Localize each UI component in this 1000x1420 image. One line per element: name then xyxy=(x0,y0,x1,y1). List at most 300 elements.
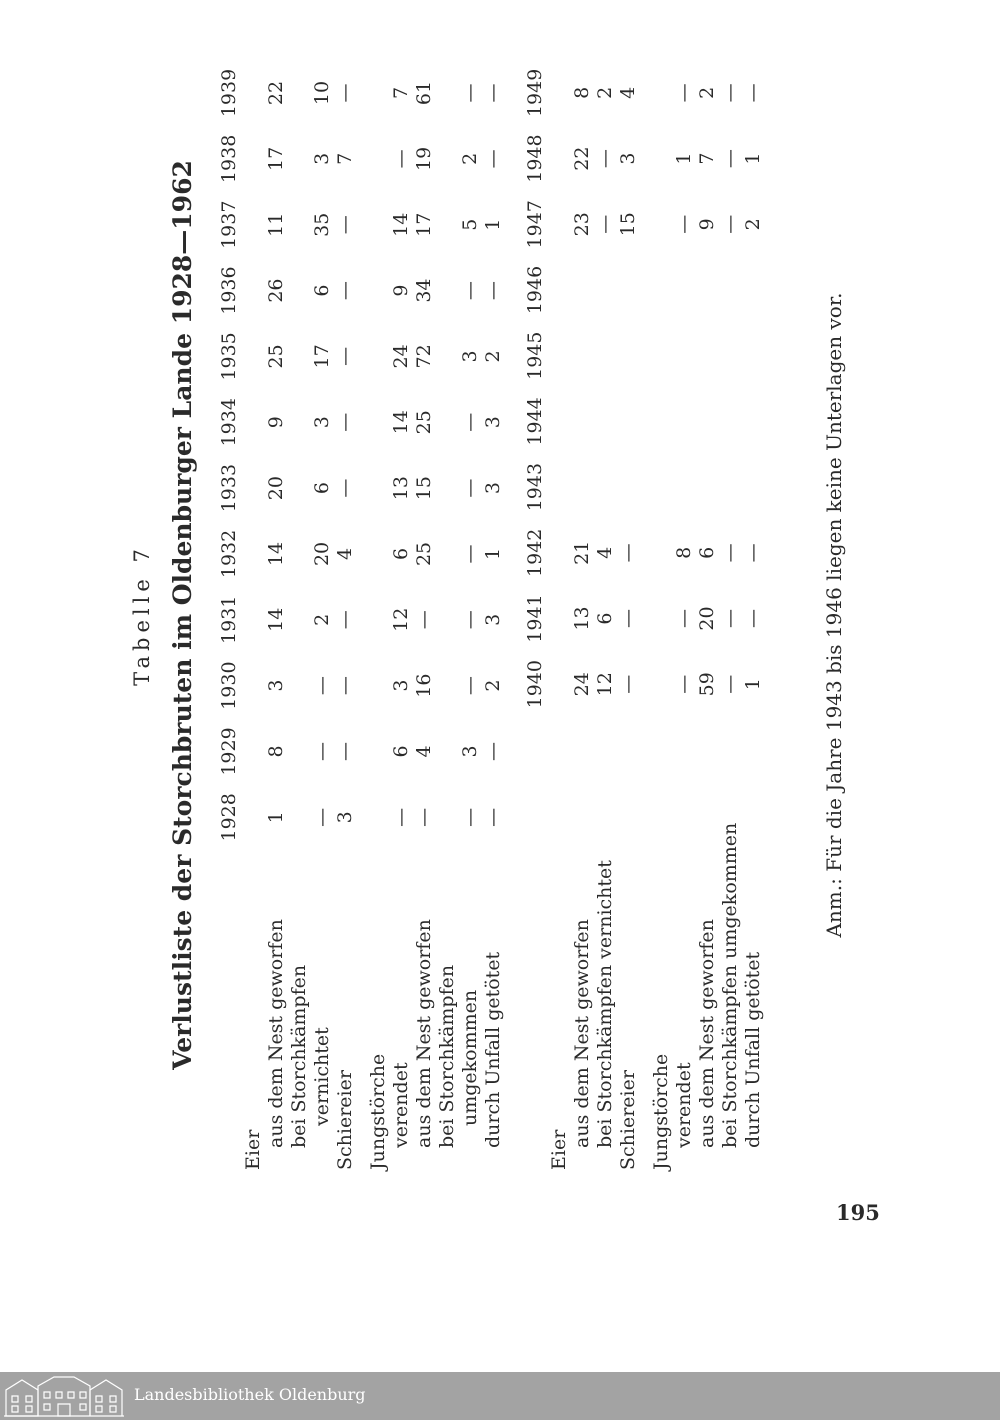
table-cell xyxy=(594,454,617,520)
table-cell xyxy=(242,389,265,455)
table-cell: — xyxy=(459,83,481,103)
table-cell: 25 xyxy=(265,344,287,369)
row-label: Jungstörche xyxy=(650,1053,672,1170)
table-cell xyxy=(242,258,265,324)
table-caption: Tabelle 7 xyxy=(130,544,154,686)
table-cell: — xyxy=(719,83,741,103)
table-cell: 22 xyxy=(571,146,593,171)
year-header: 1934 xyxy=(217,398,240,447)
table-cell xyxy=(640,770,650,823)
table-cell xyxy=(436,126,459,192)
table-cell xyxy=(548,257,571,323)
table-cell xyxy=(436,587,459,653)
year-header-row xyxy=(522,60,548,1170)
table-cell xyxy=(367,719,390,785)
table-cell xyxy=(367,521,390,587)
loss-table-1928-1939 xyxy=(216,60,505,1170)
table-cell: 6 xyxy=(390,745,412,758)
table-cell xyxy=(357,126,367,192)
table-cell: 19 xyxy=(413,146,435,171)
row-label: aus dem Nest geworfen xyxy=(413,919,435,1148)
table-cell xyxy=(650,770,673,823)
year-header: 1943 xyxy=(523,462,546,512)
row-label: verendet xyxy=(673,1062,695,1148)
table-cell: — xyxy=(334,215,356,235)
table-cell xyxy=(288,60,311,126)
table-cell: 1 xyxy=(742,678,764,691)
rotated-page-content xyxy=(130,60,870,1170)
table-cell: — xyxy=(459,412,481,432)
table-row xyxy=(334,60,357,1170)
table-cell xyxy=(436,60,459,126)
year-header: 1947 xyxy=(523,200,546,249)
table-cell xyxy=(548,323,571,389)
year-header-row xyxy=(216,60,242,1170)
table-cell: 9 xyxy=(390,284,412,297)
year-header: 1941 xyxy=(523,594,546,643)
table-cell xyxy=(288,521,311,587)
table-cell xyxy=(436,323,459,389)
table-cell: — xyxy=(459,281,481,301)
year-header: 1939 xyxy=(217,68,240,118)
table-cell: — xyxy=(459,676,481,696)
row-label: verendet xyxy=(390,1062,412,1148)
table-cell: 13 xyxy=(390,476,412,501)
table-cell: — xyxy=(673,83,695,103)
table-cell xyxy=(594,257,617,323)
table-cell: 3 xyxy=(459,745,481,758)
year-header: 1949 xyxy=(523,68,546,118)
table-cell: — xyxy=(482,741,504,761)
table-cell: 59 xyxy=(696,672,718,697)
table-cell: 17 xyxy=(311,344,333,369)
table-cell: — xyxy=(594,214,616,234)
table-cell xyxy=(548,717,571,770)
table-cell xyxy=(571,257,594,323)
year-header: 1940 xyxy=(523,660,546,709)
table-cell xyxy=(640,717,650,770)
table-cell: 3 xyxy=(390,679,412,692)
row-label: bei Storchkämpfen vernichtet xyxy=(594,860,616,1148)
table-cell: — xyxy=(617,543,639,563)
table-cell: 26 xyxy=(265,278,287,303)
table-cell: — xyxy=(742,543,764,563)
table-cell: 3 xyxy=(459,350,481,363)
table-cell xyxy=(742,717,765,770)
table-cell xyxy=(367,192,390,258)
table-cell xyxy=(617,770,640,823)
table-cell: 14 xyxy=(265,541,287,567)
table-cell xyxy=(571,770,594,823)
table-cell xyxy=(650,389,673,455)
table-cell: — xyxy=(311,807,333,827)
table-row xyxy=(265,60,288,1170)
table-cell xyxy=(288,587,311,653)
table-cell: 9 xyxy=(696,218,718,231)
table-cell: 4 xyxy=(617,86,639,99)
table-cell xyxy=(242,653,265,719)
table-row xyxy=(413,60,436,1170)
table-cell xyxy=(436,455,459,521)
table-cell: 2 xyxy=(742,218,764,231)
page-number: 195 xyxy=(836,1200,880,1225)
table-cell: 16 xyxy=(413,673,435,698)
table-row xyxy=(640,60,650,1170)
table-cell xyxy=(357,653,367,719)
table-cell xyxy=(548,651,571,717)
table-cell: 2 xyxy=(482,679,504,692)
row-label: Eier xyxy=(242,1129,264,1170)
table-cell xyxy=(719,717,742,770)
table-cell: 2 xyxy=(482,350,504,363)
table-cell: 7 xyxy=(696,152,718,165)
row-label: Eier xyxy=(548,1129,570,1170)
table-cell xyxy=(696,770,719,823)
table-cell xyxy=(640,454,650,520)
table-cell: 21 xyxy=(571,540,593,565)
table-cell: 11 xyxy=(265,212,287,237)
table-cell: — xyxy=(742,83,764,103)
table-cell xyxy=(436,389,459,455)
table-cell xyxy=(673,257,696,323)
table-cell: 24 xyxy=(390,344,412,369)
table-cell xyxy=(673,717,696,770)
table-cell: 3 xyxy=(265,679,287,692)
year-header: 1935 xyxy=(217,332,240,381)
table-cell xyxy=(719,454,742,520)
table-cell: 72 xyxy=(413,344,435,369)
table-cell xyxy=(242,455,265,521)
table-cell: — xyxy=(459,610,481,630)
table-cell xyxy=(367,653,390,719)
table-cell xyxy=(650,257,673,323)
row-label: bei Storchkämpfen xyxy=(436,964,458,1148)
table-cell: — xyxy=(311,741,333,761)
table-cell xyxy=(242,784,265,850)
table-cell: — xyxy=(459,544,481,564)
table-cell xyxy=(617,257,640,323)
table-cell: 14 xyxy=(390,212,412,237)
table-cell xyxy=(650,191,673,257)
table-cell xyxy=(357,521,367,587)
table-row xyxy=(436,60,459,1170)
table-cell: — xyxy=(390,807,412,827)
library-building-icon xyxy=(4,1374,124,1418)
table-cell: 22 xyxy=(265,80,287,106)
table-cell: 5 xyxy=(459,218,481,231)
table-cell xyxy=(719,389,742,455)
year-header xyxy=(522,770,548,823)
table-cell: — xyxy=(594,149,616,169)
table-cell: 17 xyxy=(413,212,435,237)
row-label: bei Storchkämpfen xyxy=(288,964,310,1148)
table-cell xyxy=(571,323,594,389)
table-cell: 12 xyxy=(594,672,616,697)
table-cell: — xyxy=(459,807,481,827)
table-cell xyxy=(742,323,765,389)
table-cell xyxy=(367,784,390,850)
table-cell: — xyxy=(334,281,356,301)
table-row xyxy=(459,60,482,1170)
table-cell xyxy=(617,717,640,770)
table-cell xyxy=(548,520,571,586)
table-row xyxy=(482,60,505,1170)
year-header: 1938 xyxy=(217,134,240,184)
table-cell: 2 xyxy=(594,86,616,99)
table-cell: 8 xyxy=(265,745,287,758)
table-cell: — xyxy=(482,281,504,301)
footer-label: Landesbibliothek Oldenburg xyxy=(134,1385,366,1404)
table-cell: 61 xyxy=(413,80,435,106)
table-cell: 6 xyxy=(696,546,718,559)
table-cell: 4 xyxy=(334,547,356,560)
table-cell: — xyxy=(673,214,695,234)
row-label: durch Unfall getötet xyxy=(742,951,764,1148)
year-header: 1929 xyxy=(217,727,240,776)
year-header: 1942 xyxy=(523,528,546,577)
table-cell xyxy=(367,455,390,521)
table-cell xyxy=(696,323,719,389)
table-cell xyxy=(650,520,673,586)
table-cell xyxy=(571,389,594,455)
table-cell xyxy=(288,323,311,389)
table-cell xyxy=(650,454,673,520)
table-cell xyxy=(742,389,765,455)
table-cell xyxy=(594,389,617,455)
table-cell xyxy=(357,455,367,521)
year-header: 1944 xyxy=(523,397,546,446)
table-cell: 10 xyxy=(311,80,333,106)
table-cell xyxy=(357,60,367,126)
table-row xyxy=(548,60,571,1170)
year-header: 1931 xyxy=(217,595,240,644)
year-header: 1932 xyxy=(217,529,240,579)
table-cell xyxy=(242,719,265,785)
table-cell xyxy=(617,454,640,520)
table-cell xyxy=(548,191,571,257)
table-cell: — xyxy=(334,346,356,366)
table-cell xyxy=(357,784,367,850)
row-label: Schiereier xyxy=(617,1070,639,1170)
table-row xyxy=(390,60,413,1170)
table-cell xyxy=(594,323,617,389)
table-cell xyxy=(436,192,459,258)
year-header: 1928 xyxy=(217,793,240,842)
table-cell: — xyxy=(413,610,435,630)
table-cell xyxy=(357,587,367,653)
table-cell xyxy=(288,126,311,192)
table-cell xyxy=(742,770,765,823)
table-cell xyxy=(548,126,571,192)
table-row xyxy=(242,60,265,1170)
table-cell xyxy=(696,257,719,323)
year-header xyxy=(522,717,548,770)
table-cell: 15 xyxy=(413,476,435,501)
table-cell xyxy=(548,586,571,652)
footer-bar xyxy=(0,1372,1000,1420)
table-cell: 13 xyxy=(571,606,593,631)
table-cell: 20 xyxy=(696,606,718,631)
table-cell: 6 xyxy=(311,482,333,495)
table-cell xyxy=(288,258,311,324)
table-cell xyxy=(357,389,367,455)
table-cell xyxy=(719,323,742,389)
table-cell: 2 xyxy=(696,86,718,99)
row-label: umgekommen xyxy=(459,989,481,1126)
table-cell xyxy=(673,770,696,823)
table-cell xyxy=(696,389,719,455)
table-cell xyxy=(640,191,650,257)
table-cell: 4 xyxy=(413,745,435,758)
table-cell xyxy=(650,323,673,389)
table-cell: — xyxy=(334,412,356,432)
row-label: aus dem Nest geworfen xyxy=(265,919,287,1148)
table-cell xyxy=(696,717,719,770)
table-cell: — xyxy=(719,609,741,629)
table-cell xyxy=(288,784,311,850)
table-cell xyxy=(242,587,265,653)
table-cell: — xyxy=(673,609,695,629)
table-cell xyxy=(436,258,459,324)
table-cell: — xyxy=(673,674,695,694)
year-header: 1946 xyxy=(523,265,546,315)
table-cell xyxy=(640,520,650,586)
table-cell: — xyxy=(459,478,481,498)
table-cell: — xyxy=(334,741,356,761)
table-cell xyxy=(357,323,367,389)
year-header: 1933 xyxy=(217,463,240,513)
table-cell: — xyxy=(482,149,504,169)
year-header: 1930 xyxy=(217,661,240,710)
row-label: vernichtet xyxy=(311,1027,333,1126)
table-cell xyxy=(436,784,459,850)
table-cell: 6 xyxy=(390,547,412,560)
table-cell xyxy=(367,587,390,653)
table-cell xyxy=(640,586,650,652)
table-cell xyxy=(650,586,673,652)
table-cell xyxy=(719,770,742,823)
table-cell: 24 xyxy=(571,672,593,697)
table-cell xyxy=(436,653,459,719)
table-cell: 8 xyxy=(571,86,593,99)
table-cell xyxy=(242,192,265,258)
table-row xyxy=(719,60,742,1170)
table-cell: — xyxy=(390,149,412,169)
table-row xyxy=(367,60,390,1170)
table-cell: — xyxy=(617,674,639,694)
loss-table-1940-1949 xyxy=(522,60,765,1170)
table-cell xyxy=(548,454,571,520)
table-cell xyxy=(367,60,390,126)
table-cell xyxy=(617,323,640,389)
table-row xyxy=(357,60,367,1170)
table-cell xyxy=(242,323,265,389)
table-cell xyxy=(548,60,571,126)
header-blank xyxy=(216,850,242,1170)
table-cell: — xyxy=(482,807,504,827)
table-cell xyxy=(640,257,650,323)
table-cell xyxy=(617,389,640,455)
table-cell: 3 xyxy=(482,416,504,429)
row-label xyxy=(640,823,650,1170)
table-cell xyxy=(673,389,696,455)
table-cell: 35 xyxy=(311,212,333,237)
table-cell: — xyxy=(617,609,639,629)
table-cell xyxy=(367,258,390,324)
table-cell xyxy=(650,60,673,126)
table-cell xyxy=(640,60,650,126)
table-cell: — xyxy=(334,610,356,630)
table-cell xyxy=(594,770,617,823)
table-cell: — xyxy=(742,609,764,629)
table-cell: — xyxy=(482,83,504,103)
table-cell: — xyxy=(311,676,333,696)
table-row xyxy=(650,60,673,1170)
table-cell xyxy=(650,717,673,770)
table-cell: — xyxy=(334,676,356,696)
table-cell xyxy=(288,455,311,521)
table-cell: — xyxy=(719,214,741,234)
table-cell: — xyxy=(413,807,435,827)
table-cell: 23 xyxy=(571,212,593,237)
table-cell xyxy=(367,389,390,455)
row-label: aus dem Nest geworfen xyxy=(696,919,718,1148)
table-cell xyxy=(436,719,459,785)
table-row xyxy=(571,60,594,1170)
table-cell: 6 xyxy=(311,284,333,297)
table-row xyxy=(288,60,311,1170)
table-cell xyxy=(357,258,367,324)
table-cell: 20 xyxy=(311,541,333,567)
table-row xyxy=(673,60,696,1170)
table-cell: 2 xyxy=(459,152,481,165)
table-cell xyxy=(673,454,696,520)
table-cell xyxy=(436,521,459,587)
table-cell: 20 xyxy=(265,476,287,501)
table-title: Verlustliste der Storchbruten im Oldenburger Lande 1928—1962 xyxy=(168,160,197,1070)
table-cell xyxy=(650,651,673,717)
table-cell: 17 xyxy=(265,146,287,171)
table-cell: 1 xyxy=(482,218,504,231)
table-cell xyxy=(640,323,650,389)
table-cell: 1 xyxy=(673,152,695,165)
table-cell xyxy=(696,454,719,520)
table-cell: 9 xyxy=(265,416,287,429)
table-cell xyxy=(640,126,650,192)
table-cell: 3 xyxy=(482,613,504,626)
row-label: aus dem Nest geworfen xyxy=(571,919,593,1148)
table-cell xyxy=(571,454,594,520)
table-cell xyxy=(571,717,594,770)
header-blank xyxy=(522,823,548,1170)
year-header: 1936 xyxy=(217,266,240,315)
table-cell xyxy=(673,323,696,389)
table-cell xyxy=(242,60,265,126)
table-row xyxy=(742,60,765,1170)
table-cell: — xyxy=(719,674,741,694)
table-cell: 12 xyxy=(390,607,412,632)
table-cell: 14 xyxy=(390,410,412,435)
table-cell xyxy=(594,717,617,770)
table-cell xyxy=(367,323,390,389)
table-cell xyxy=(650,126,673,192)
table-cell xyxy=(288,389,311,455)
table-cell xyxy=(742,257,765,323)
table-row xyxy=(696,60,719,1170)
table-cell: 7 xyxy=(334,152,356,165)
table-cell: 3 xyxy=(334,811,356,824)
table-cell: 3 xyxy=(482,482,504,495)
